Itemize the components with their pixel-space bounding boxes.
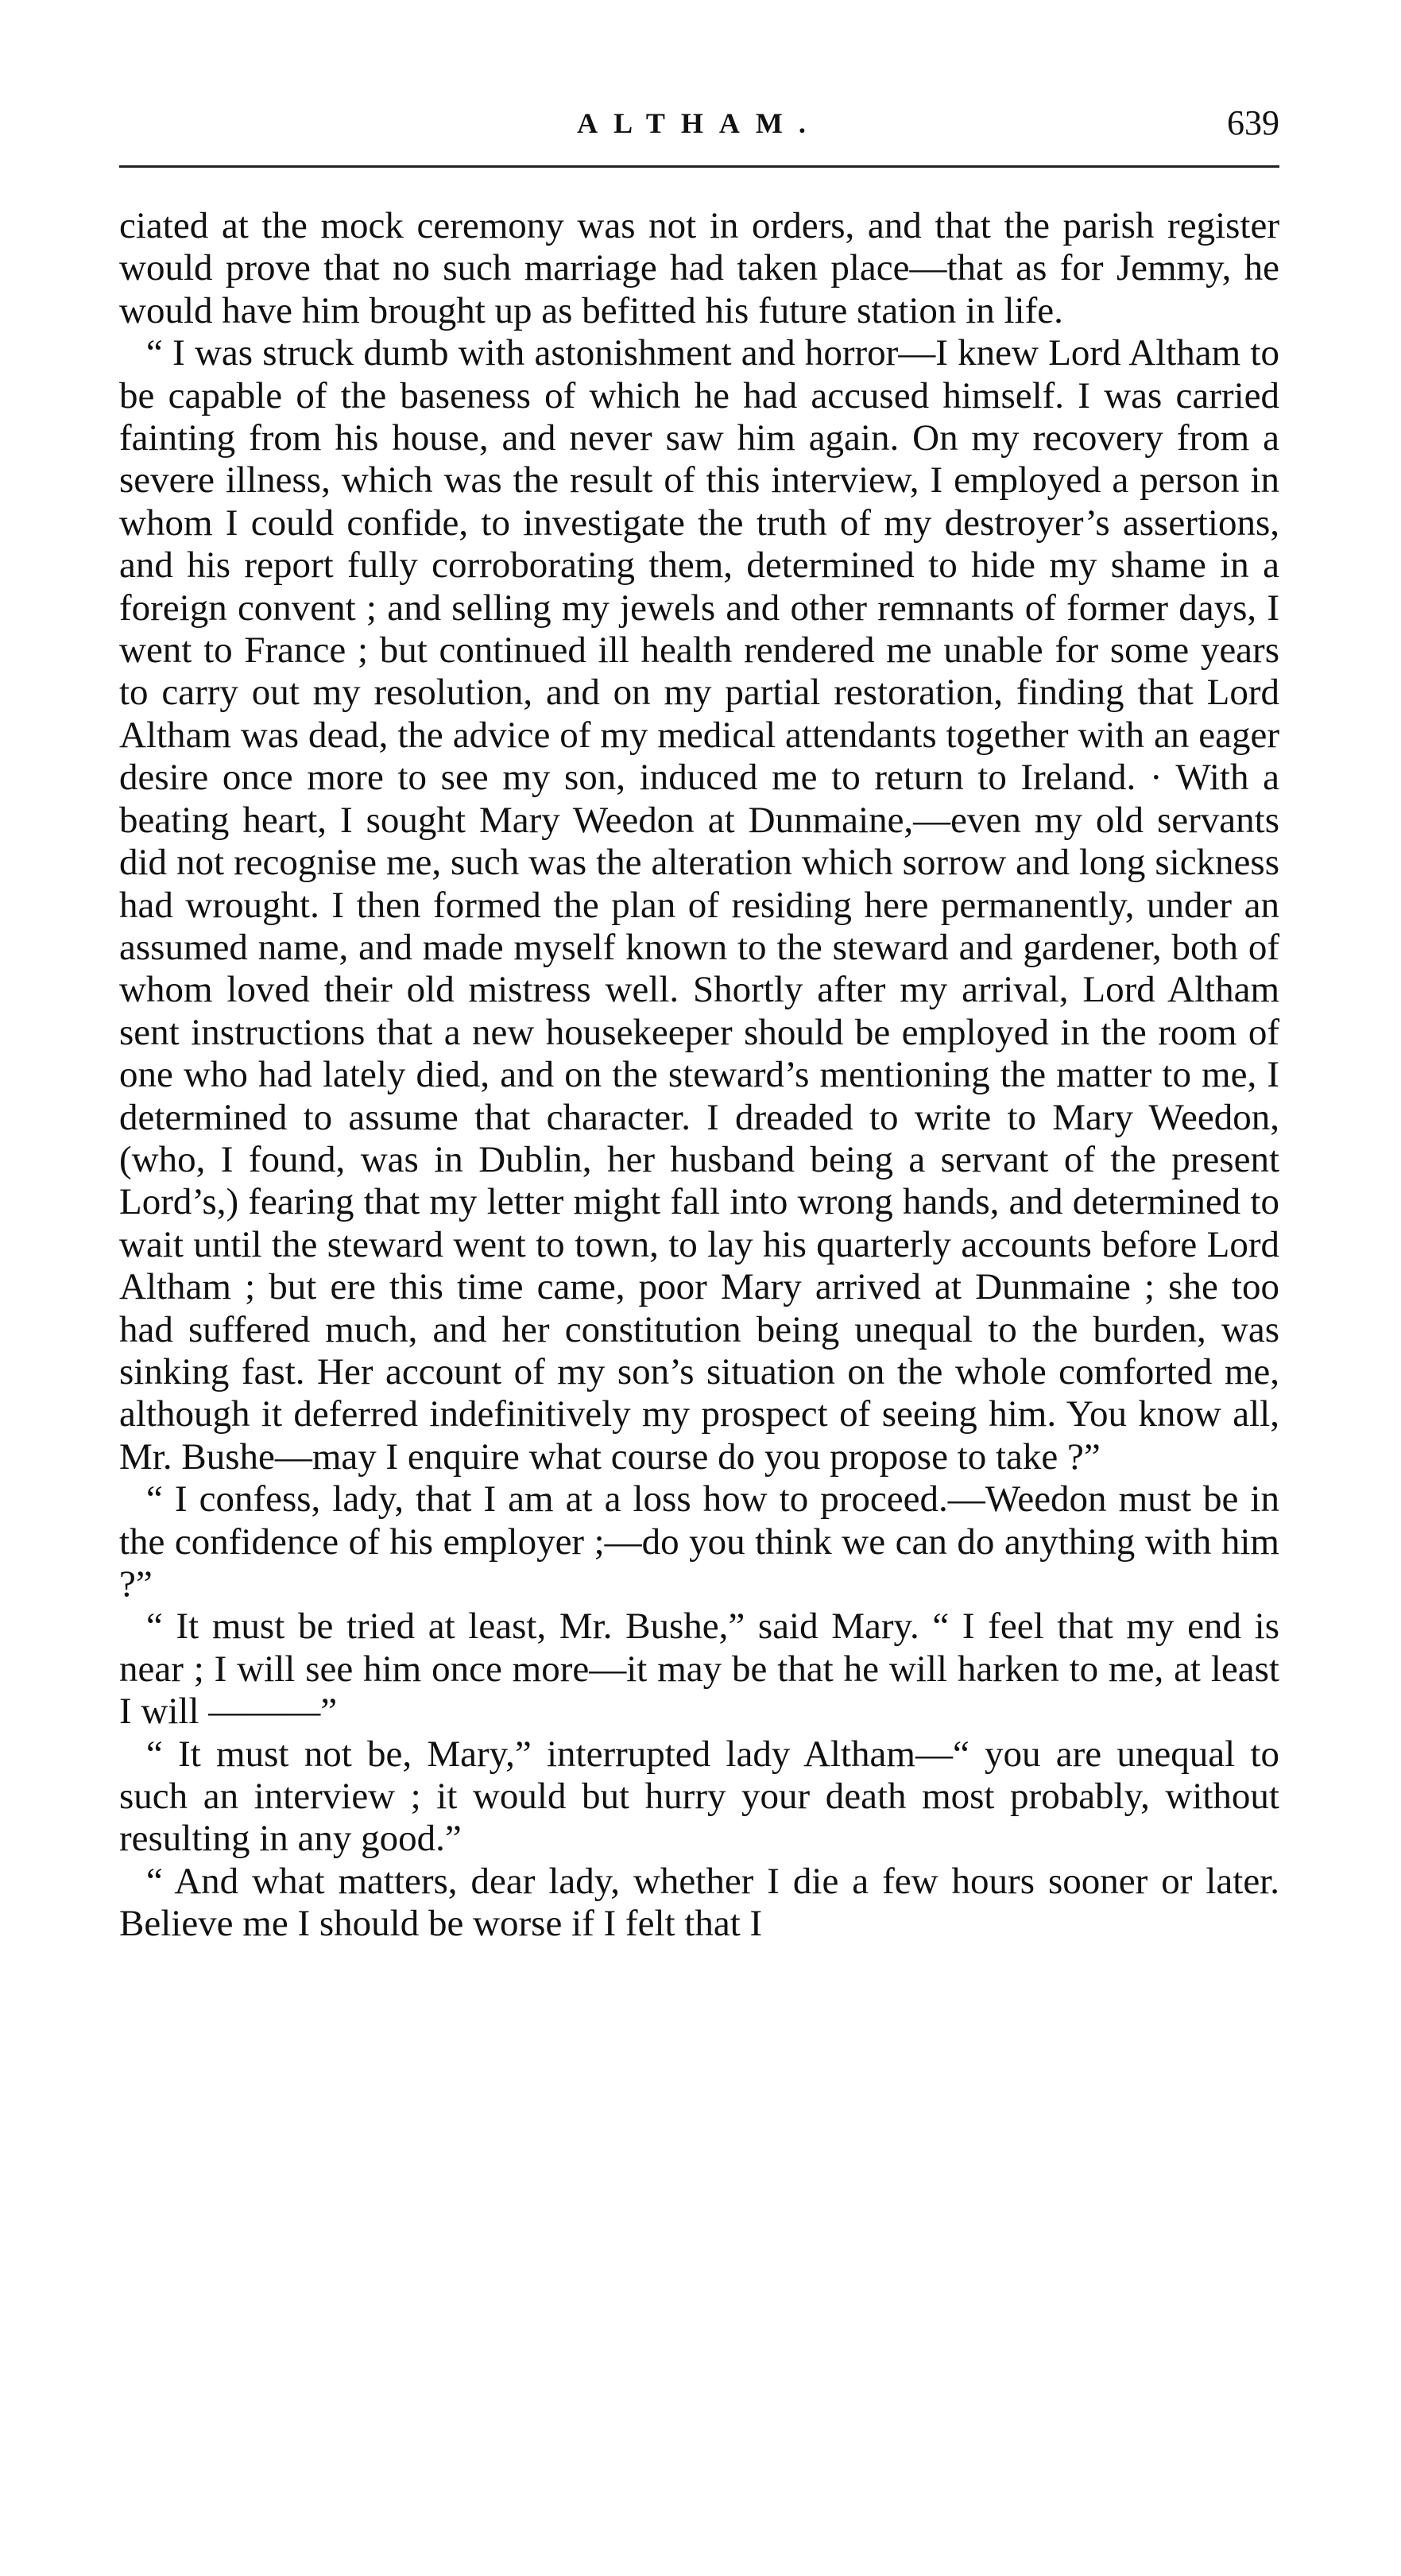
paragraph: “ I was struck dumb with astonishment and horror—I knew Lord Altham to be capable of the baseness of which he had accused himself. I was carried fainting from his house, and never saw him again. On my recovery from a severe illness, which was the result of this interview, I employed a person in whom I could confide, to investigate the truth of my destroyer’s assertions, and his report fully corroborating them, determined to hide my shame in a foreign convent ; and selling my jewels and other remnants of former days, I went to France ; but continued ill health rendered me unable for some years to carry out my resolution, and on my partial restoration, finding that Lord Altham was dead, the advice of my medical attendants together with an eager desire once more to see my son, induced me to return to Ireland. · With a beating heart, I sought Mary Weedon at Dunmaine,—even my old servants did not recognise me, such was the alteration which sorrow and long sickness had wrought. I then formed the plan of residing here permanently, under an assumed name, and made myself known to the steward and gardener, both of whom loved their old mistress well. Shortly after my arrival, Lord Altham sent instructions that a new housekeeper should be employed in the room of one who had lately died, and on the steward’s mentioning the matter to me, I determined to assume that character. I dreaded to write to Mary Weedon, (who, I found, was in Dublin, her husband being a servant of the present Lord’s,) fearing that my letter might fall into wrong hands, and determined to wait until the steward went to town, to lay his quarterly accounts before Lord Altham ; but ere this time came, poor Mary arrived at Dunmaine ; she too had suffered much, and her constitution being unequal to the burden, was sinking fast. Her account of my son’s situation on the whole comforted me, although it deferred indefinitively my prospect of seeing him. You know all, Mr. Bushe—may I enquire what course do you propose to take ?” — [119, 332, 1279, 1478]
page-number: 639 — [1227, 103, 1279, 142]
running-head — [119, 95, 1279, 151]
paragraph: “ It must not be, Mary,” interrupted lady Altham—“ you are unequal to such an interview ; it would but hurry your death most probably, without resulting in any good.” — [119, 1733, 1279, 1860]
body-text — [119, 205, 1279, 1946]
paragraph-continued: ciated at the mock ceremony was not in orders, and that the parish register would prove that no such marriage had taken place—that as for Jemmy, he would have him brought up as befitted his future station in life. — [119, 205, 1279, 331]
paragraph: “ I confess, lady, that I am at a loss how to proceed.—Weedon must be in the confidence of his employer ;—do you think we can do anything with him ?” — [119, 1478, 1279, 1605]
running-title: ALTHAM. — [577, 107, 822, 139]
paragraph: “ And what matters, dear lady, whether I die a few hours sooner or later. Believe me I should be worse if I felt that I — [119, 1860, 1279, 1945]
header-rule — [119, 165, 1279, 168]
paragraph: “ It must be tried at least, Mr. Bushe,” said Mary. “ I feel that my end is near ; I will see him once more—it may be that he will harken to me, at least I will ———” — [119, 1606, 1279, 1733]
